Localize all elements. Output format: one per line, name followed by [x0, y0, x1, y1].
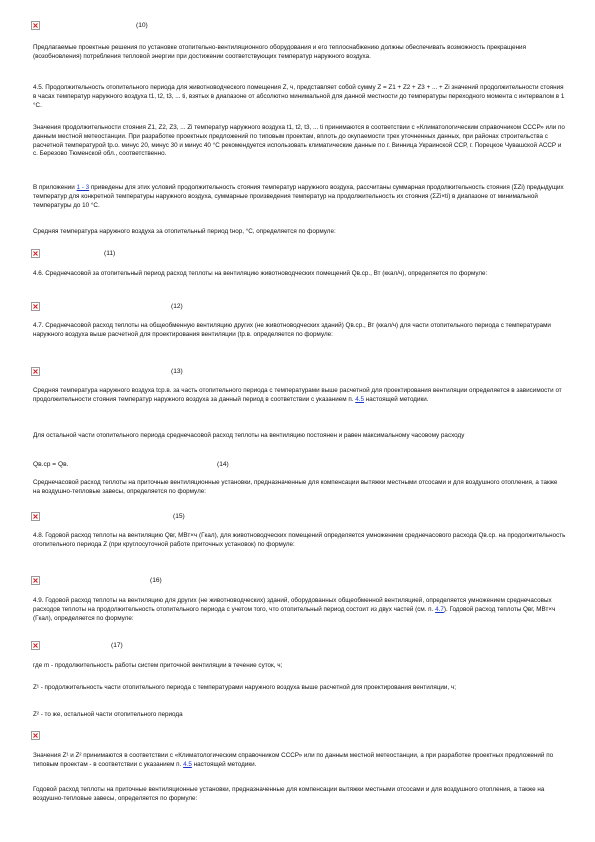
broken-image-icon — [31, 249, 40, 258]
formula-10 — [31, 21, 201, 33]
formula-number: (12) — [171, 303, 183, 310]
paragraph: Значения Z¹ и Z² принимаются в соответствии с «Климатологическим справочником СССР» или по данным местной метеостанции, а при разработке проектных предложений по типовым проектам - в соответствии с указанием п. 4.5 настоящей методики. — [33, 752, 554, 768]
formula-13 — [31, 367, 211, 379]
formula-number: (13) — [171, 368, 183, 375]
broken-image-icon — [31, 302, 40, 311]
formula-12 — [31, 302, 211, 314]
formula-number: (15) — [173, 513, 185, 520]
paragraph-4-8: 4.8. Годовой расход теплоты на вентиляцию Qвг, МВт×ч (Гкал), для животноводческих помещений определяется умножением среднечасового расхода Qв.ср. на продолжительность отопительного периода Z (при круглосуточной работе приточных установок) по формуле: — [33, 532, 566, 548]
paragraph: Z¹ - продолжительность части отопительного периода с температурами наружного воздуха выше расчетной для проектирования вентиляции, ч; — [33, 684, 456, 691]
paragraph: Значения продолжительности стояния Z1, Z2, Z3, ... Zi температур наружного воздуха t1, t2, t3, ... ti принимаются в соответствии с «Климатологическим справочником СССР» или по данным местной метеостанции. При разработке проектных предложений по типовым проектам, вплоть до окупаемости трех уточненных данных, при районах строительства с расчетной температурой tр.о. минус 20, минус 30 и минус 40 °С рекомендуется использовать климатические данные по г. Винница Украинской ССР, г. Порецкое Чувашской АССР и с. Березово Тюменской обл., соответственно. — [33, 124, 565, 158]
formula-number: (17) — [111, 642, 123, 649]
paragraph: Предлагаемые проектные решения по установке отопительно-вентиляционного оборудования и его теплоснабжению должны обеспечивать возможность прекращения (возобновления) потребления тепловой энергии при достижении соответствующих температур наружного воздуха. — [33, 44, 526, 60]
paragraph-4-9: 4.9. Годовой расход теплоты на вентиляцию для других (не животноводческих) зданий, оборудованных общеобменной вентиляцией, определяется умножением среднечасовых расходов теплоты на продолжительность отопительного периода с учетом того, что отопительный период состоит из двух частей (см. п. 4.7). Годовой расход теплоты Qвг, МВт×ч (Гкал), определяется по формуле: — [33, 597, 556, 622]
section-link[interactable]: 4.5 — [355, 395, 365, 403]
broken-image-icon — [31, 641, 40, 650]
paragraph: Z² - то же, остальной части отопительного периода — [33, 711, 183, 718]
broken-image-icon — [31, 21, 40, 30]
formula-15 — [31, 512, 211, 524]
formula-11 — [31, 249, 201, 261]
broken-image-icon — [31, 512, 40, 521]
paragraph: Годовой расход теплоты на приточные вентиляционные установки, предназначенные для компенсации вытяжки местными отсосами и для воздушного отопления, а также на воздушно-тепловые завесы, определяется по формуле: — [33, 786, 545, 802]
paragraph-4-5: 4.5. Продолжительность отопительного периода для животноводческого помещения Z, ч, представляет собой сумму Z = Z1 + Z2 + Z3 + ... + Zi значений продолжительности стояния в часах температур наружного воздуха t1, t2, t3, ... ti, взятых в диапазоне от абсолютно минимальной для данной местности до температуры переходного момента с интервалом в 1 °С. — [33, 84, 565, 109]
section-link[interactable]: 4.7 — [435, 605, 444, 613]
paragraph: Среднечасовой расход теплоты на приточные вентиляционные установки, предназначенные для компенсации вытяжки местными отсосами и для воздушного отопления, а также на воздушно-тепловые завесы, определяется по формуле: — [33, 479, 558, 495]
formula-number: (16) — [150, 577, 162, 584]
formula-image — [31, 731, 51, 743]
broken-image-icon — [31, 731, 40, 740]
broken-image-icon — [31, 576, 40, 585]
paragraph: Средняя температура наружного воздуха за отопительный период tнор, °С, определяется по формуле: — [33, 228, 336, 235]
paragraph-4-6: 4.6. Среднечасовой за отопительный период расход теплоты на вентиляцию животноводческих помещений Qв.ср., Вт (ккал/ч), определяется по формуле: — [33, 270, 488, 277]
appendix-link[interactable]: 1 - 3 — [76, 184, 90, 191]
paragraph: Средняя температура наружного воздуха tср.в. за часть отопительного периода с температурами выше расчетной для проектирования вентиляции определяется в зависимости от продолжительности стояния температур наружного воздуха за данный период в соответствии с указанием п. 4.5 настоящей методики. — [33, 387, 562, 403]
section-link[interactable]: 4.5 — [183, 760, 192, 768]
formula-17 — [31, 641, 181, 653]
formula-text: Qв.ср = Qв. — [33, 461, 69, 468]
formula-number: (10) — [136, 22, 148, 29]
formula-14 — [31, 460, 271, 472]
broken-image-icon — [31, 367, 40, 376]
formula-number: (11) — [104, 250, 116, 257]
paragraph: В приложении 1 - 3 приведены для этих условий продолжительность стояния температур наружного воздуха, рассчитаны суммарная продолжительность стояния (ΣZi) предыдущих температур для конкретной температуры наружного воздуха, суммарные произведения температур на продолжительность их стояния (ΣZi×ti) в диапазоне от минимальной температуры до 10 °С. — [33, 184, 564, 209]
paragraph: где m - продолжительность работы систем приточной вентиляции в течение суток, ч; — [33, 662, 283, 669]
paragraph-4-7: 4.7. Среднечасовой расход теплоты на общеобменную вентиляцию других (не животноводческих зданий) Qв.ср., Вт (ккал/ч) для части отопительного периода с температурами наружного воздуха выше расчетной для проектирования вентиляции (tр.в. определяется по формуле: — [33, 322, 551, 338]
formula-16 — [31, 576, 211, 588]
formula-number: (14) — [217, 461, 229, 468]
paragraph: Для остальной части отопительного периода среднечасовой расход теплоты на вентиляцию постоянен и равен максимальному часовому расходу — [33, 432, 465, 439]
